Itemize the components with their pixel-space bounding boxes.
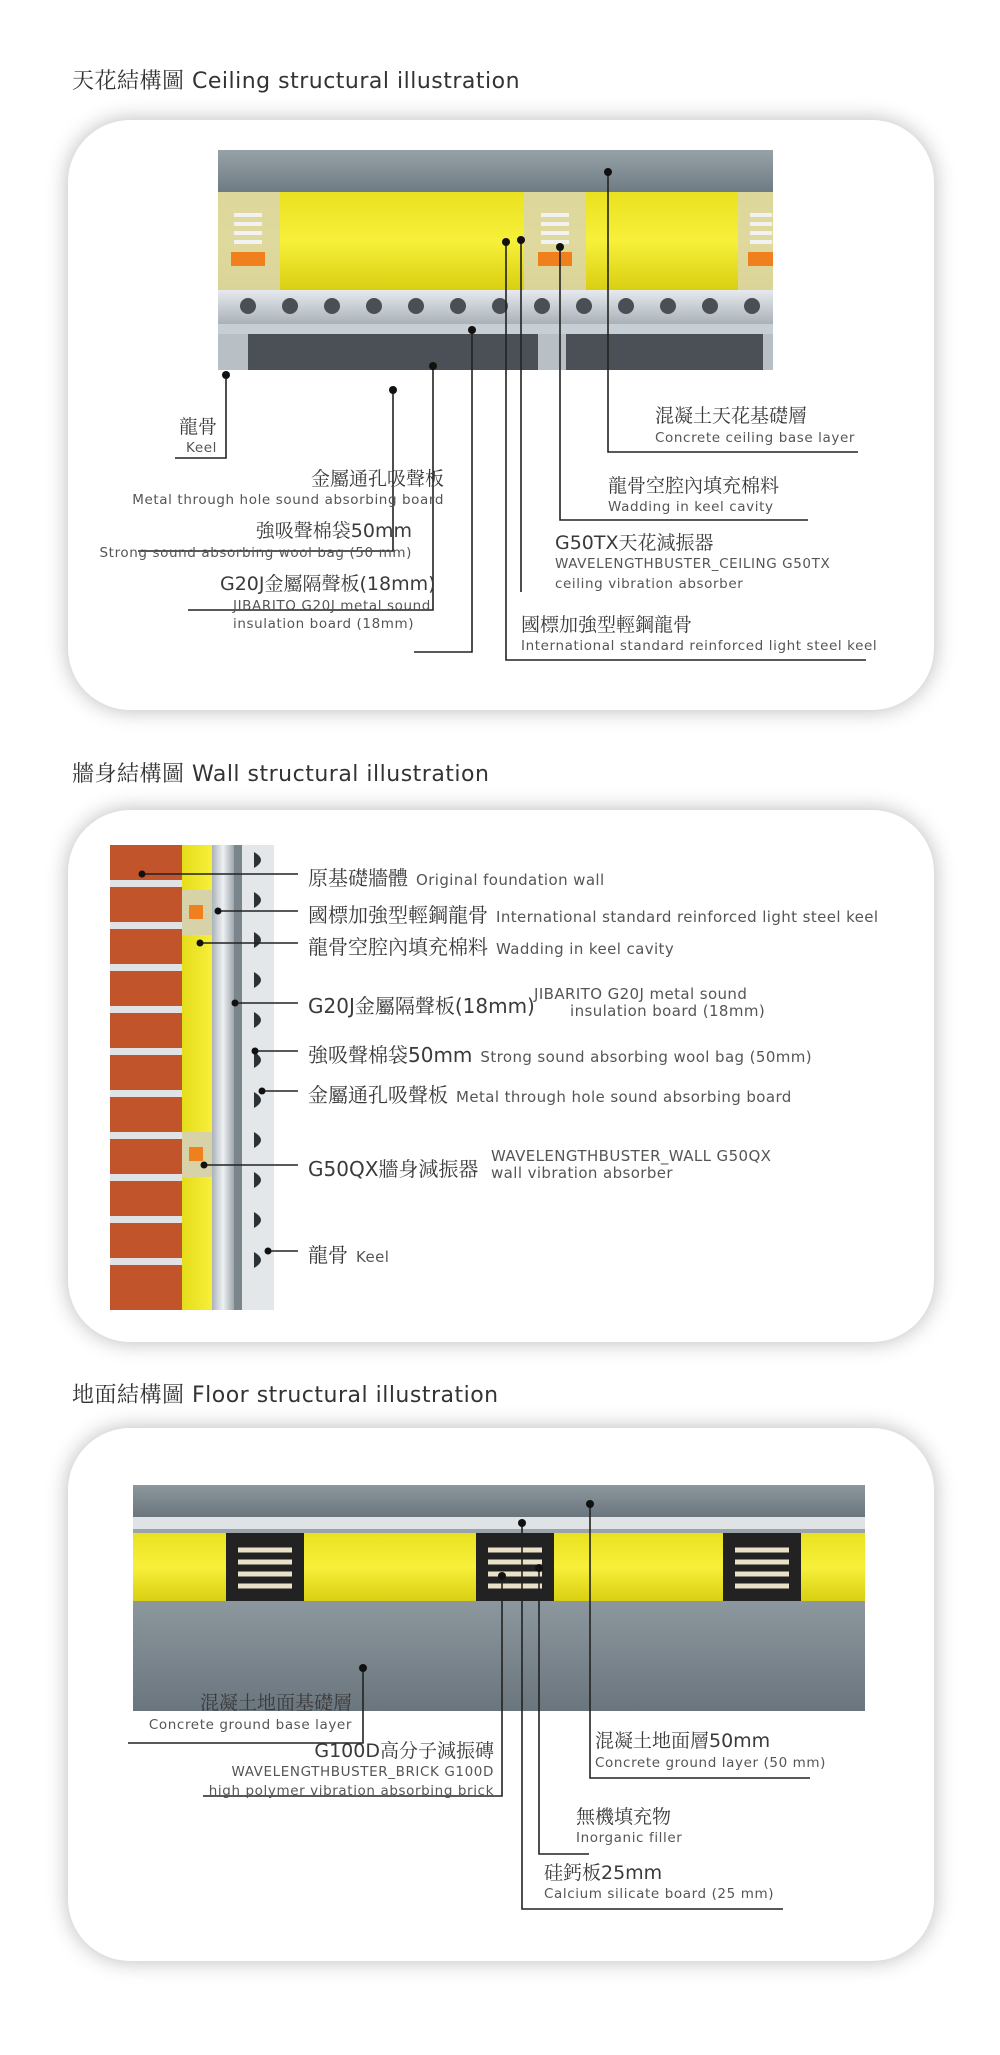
wall-row-keel-zh: 龍骨 <box>308 1243 348 1267</box>
wall-row-wadding-en: Wadding in keel cavity <box>496 940 675 958</box>
floor-label-concrete-base-zh: 混凝土地面基礎層 <box>199 1692 352 1714</box>
floor-label-brick-zh: G100D高分子減振磚 <box>314 1740 494 1762</box>
wall-row-foundation-en: Original foundation wall <box>416 871 605 889</box>
wall-row-metal-board-en: Metal through hole sound absorbing board <box>456 1088 792 1106</box>
wall-row-foundation <box>308 862 605 891</box>
ceiling-label-keel-zh: 龍骨 <box>178 416 217 438</box>
wall-section-title: 牆身結構圖 Wall structural illustration <box>72 762 490 787</box>
floor-label-filler-en: Inorganic filler <box>576 1830 683 1846</box>
wall-row-g50qx-en2: wall vibration absorber <box>491 1164 673 1182</box>
floor-label-brick-en1: WAVELENGTHBUSTER_BRICK G100D <box>231 1764 494 1780</box>
ceiling-card <box>68 120 934 710</box>
floor-label-concrete-layer-en: Concrete ground layer (50 mm) <box>595 1755 827 1771</box>
ceiling-label-g50tx-en2: ceiling vibration absorber <box>555 576 744 592</box>
wall-perforated-board <box>242 845 274 1310</box>
wall-row-steel-keel <box>308 899 878 928</box>
wall-steel-keel <box>212 845 234 1310</box>
ceiling-label-metal-board-zh: 金屬通孔吸聲板 <box>310 468 444 490</box>
ceiling-label-g20j-en1: JIBARITO G20J metal sound <box>233 598 431 614</box>
ceiling-label-g50tx-en1: WAVELENGTHBUSTER_CEILING G50TX <box>555 556 831 572</box>
floor-label-calcium-zh: 硅鈣板25mm <box>544 1862 663 1884</box>
wall-brick-layer <box>110 845 182 1310</box>
floor-label-concrete-base-en: Concrete ground base layer <box>148 1717 352 1733</box>
ceiling-wool-layer <box>218 192 773 290</box>
floor-section-title: 地面結構圖 Floor structural illustration <box>72 1383 499 1408</box>
floor-calcium-board <box>133 1517 865 1529</box>
ceiling-label-steel-keel-en: International standard reinforced light steel keel <box>521 638 878 654</box>
wall-row-wool-bag-zh: 強吸聲棉袋50mm <box>308 1043 473 1067</box>
wall-row-metal-board-zh: 金屬通孔吸聲板 <box>308 1083 448 1107</box>
wall-row-g50qx <box>308 1153 478 1182</box>
wall-row-g50qx-zh: G50QX牆身減振器 <box>308 1157 479 1181</box>
wall-row-wool-bag-en: Strong sound absorbing wool bag (50mm) <box>480 1048 813 1066</box>
wall-row-foundation-zh: 原基礎牆體 <box>308 866 408 890</box>
ceiling-label-wool-bag-en: Strong sound absorbing wool bag (50 mm) <box>99 545 412 561</box>
floor-label-calcium-en: Calcium silicate board (25 mm) <box>544 1886 775 1902</box>
wall-row-g50qx-en1: WAVELENGTHBUSTER_WALL G50QX <box>491 1147 772 1165</box>
wall-row-g20j-zh: G20J金屬隔聲板(18mm) <box>308 994 535 1018</box>
floor-label-concrete-layer-zh: 混凝土地面層50mm <box>595 1730 771 1752</box>
floor-card <box>68 1428 934 1961</box>
ceiling-label-metal-board-en: Metal through hole sound absorbing board <box>132 492 444 508</box>
floor-label-brick-en2: high polymer vibration absorbing brick <box>208 1783 494 1799</box>
ceiling-label-wadding-zh: 龍骨空腔內填充棉料 <box>608 475 780 497</box>
ceiling-label-g20j-zh: G20J金屬隔聲板(18mm) <box>220 573 436 595</box>
wall-row-steel-keel-zh: 國標加強型輕鋼龍骨 <box>308 903 488 927</box>
ceiling-section-title: 天花結構圖 Ceiling structural illustration <box>72 69 521 94</box>
wall-row-wadding <box>308 931 674 960</box>
ceiling-label-concrete-en: Concrete ceiling base layer <box>655 430 856 446</box>
ceiling-label-wool-bag-zh: 強吸聲棉袋50mm <box>255 520 412 542</box>
ceiling-label-concrete-zh: 混凝土天花基礎層 <box>655 405 808 427</box>
wall-row-g20j-en1: JIBARITO G20J metal sound <box>534 985 748 1003</box>
ceiling-label-g20j-en2: insulation board (18mm) <box>233 616 415 632</box>
ceiling-concrete-layer <box>218 150 773 192</box>
wall-row-wool-bag <box>308 1039 812 1068</box>
ceiling-label-keel-en: Keel <box>186 440 217 456</box>
wall-row-wadding-zh: 龍骨空腔內填充棉料 <box>308 935 488 959</box>
wall-row-metal-board <box>308 1079 792 1108</box>
ceiling-label-g50tx-zh: G50TX天花減振器 <box>555 532 714 554</box>
wall-row-g20j-en2: insulation board (18mm) <box>570 1002 766 1020</box>
wall-row-keel <box>308 1239 389 1268</box>
ceiling-label-steel-keel-zh: 國標加強型輕鋼龍骨 <box>521 614 693 636</box>
ceiling-label-wadding-en: Wadding in keel cavity <box>608 499 774 515</box>
floor-concrete-top-layer <box>133 1485 865 1517</box>
wall-row-g20j <box>308 990 535 1019</box>
floor-label-filler-zh: 無機填充物 <box>576 1806 672 1828</box>
wall-row-steel-keel-en: International standard reinforced light steel keel <box>496 908 879 926</box>
ceiling-g20j-board <box>218 334 773 370</box>
floor-illustration <box>68 1428 934 1961</box>
wall-row-keel-en: Keel <box>356 1248 390 1266</box>
